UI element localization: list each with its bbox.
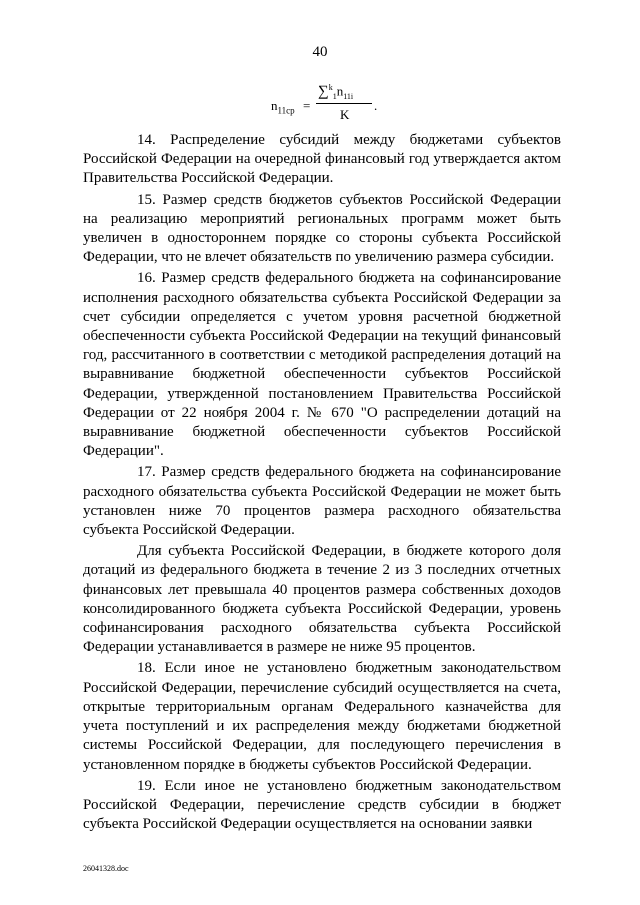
formula-equals: =: [303, 98, 311, 113]
formula-denominator: K: [340, 107, 350, 122]
paragraph-16: 16. Размер средств федерального бюджета на софинансирование исполнения расходного обязательства субъекта Российской Федерации за счет субсидии определяется с учетом уровня расчетной бюджетной обеспеченности субъекта Российской Федерации на текущий финансовый год, рассчитанного в соответствии с методикой распределения дотаций на выравнивание бюджетной обеспеченности субъектов Российской Федерации, утвержденной постановлением Правительства Российской Федерации от 22 ноября 2004 г. № 670 "О распределении дотаций на выравнивание бюджетной обеспеченности субъектов Российской Федерации".: [83, 270, 561, 460]
paragraph-15: 15. Размер средств бюджетов субъектов Российской Федерации на реализацию мероприятий региональных программ может быть увеличен в одностороннем порядке со стороны субъекта Российской Федерации, что не влечет обязательств по увеличению размера субсидии.: [83, 191, 561, 266]
page-number: 40: [312, 44, 328, 60]
formula-period: .: [374, 98, 378, 113]
sum-term-subscript: 11i: [343, 91, 354, 101]
formula-numerator: [318, 83, 353, 101]
sum-symbol: ∑: [318, 83, 329, 100]
fraction-bar: [316, 103, 372, 104]
formula-lhs-subscript: 11ср: [277, 105, 295, 116]
paragraph-19: 19. Если иное не установлено бюджетным законодательством Российской Федерации, перечисление средств субсидии в бюджет субъекта Российской Федерации осуществляется на основании заявки: [83, 777, 561, 833]
average-formula: [271, 80, 391, 126]
paragraph-18: 18. Если иное не установлено бюджетным законодательством Российской Федерации, перечисление субсидий осуществляется на счета, открытые территориальным органам Федерального казначейства для учета поступлений и их распределения между бюджетами бюджетной системы Российской Федерации, для последующего перечисления в установленном порядке в бюджеты субъектов Российской Федерации.: [83, 660, 561, 773]
document-filename: 26041328.doc: [83, 864, 129, 873]
document-body: [83, 131, 561, 834]
sum-upper-limit: k: [328, 83, 333, 92]
paragraph-14: 14. Распределение субсидий между бюджетами субъектов Российской Федерации на очередной финансовый год утверждается актом Правительства Российской Федерации.: [83, 132, 561, 187]
formula-lhs: [271, 98, 295, 116]
paragraph-17: 17. Размер средств федерального бюджета на софинансирование расходного обязательства субъекта Российской Федерации не может быть установлен ниже 70 процентов размера расходного обязательства субъекта Российской Федерации.: [83, 464, 561, 539]
sum-term: n: [336, 83, 344, 99]
formula-lhs-symbol: n: [271, 98, 278, 113]
paragraph-17-continuation: Для субъекта Российской Федерации, в бюджете которого доля дотаций из федерального бюджета в течение 2 из 3 последних отчетных финансовых лет превышала 40 процентов размера собственных доходов консолидированного бюджета субъекта Российской Федерации, уровень софинансирования расходного обязательства субъекта Российской Федерации устанавливается в размере не ниже 95 процентов.: [83, 543, 561, 656]
sum-lower-limit: 1: [332, 91, 337, 101]
